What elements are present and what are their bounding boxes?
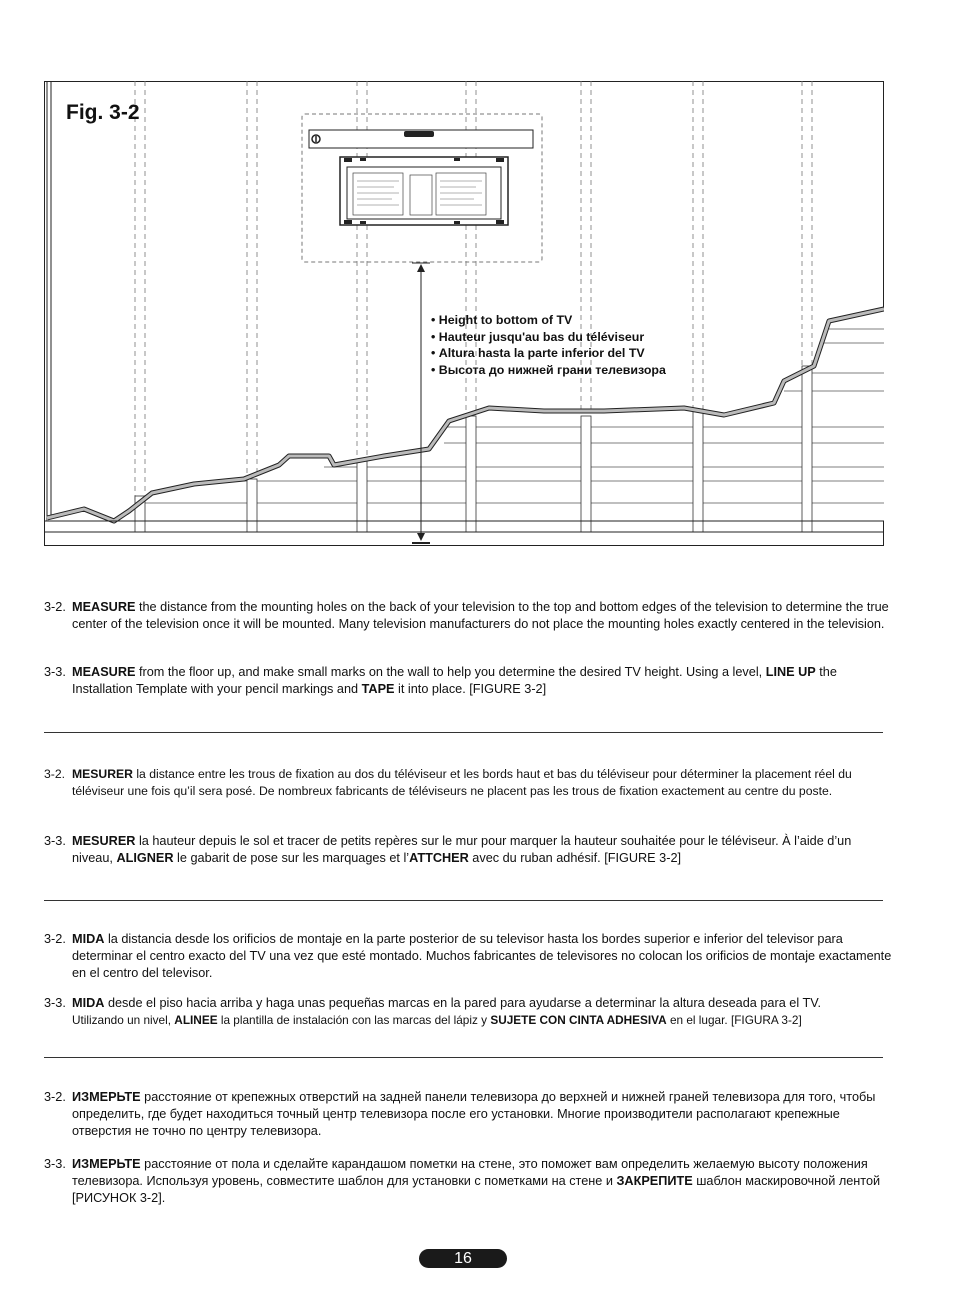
step-verb: MEASURE [72,665,136,679]
step-number: 3-2. [44,932,66,946]
height-label-fr: • Hauteur jusqu'au bas du téléviseur [431,329,666,346]
height-label-en: • Height to bottom of TV [431,312,666,329]
step-text-2: шаблон маскировочной лентой [РИСУНОК 3-2]. [72,1174,881,1205]
step-verb-3: TAPE [361,682,395,696]
step-verb: MIDA [72,932,105,946]
step-verb-2: ЗАКРЕПИТЕ [616,1174,693,1188]
figure-label: Fig. 3-2 [66,101,140,124]
installation-template-icon [340,157,508,225]
section-divider [44,900,883,901]
step-verb-2: ALIGNER [116,851,174,865]
height-label-list [431,312,666,379]
step-number: 3-3. [44,665,66,679]
step-number: 3-2. [44,1090,66,1104]
step-verb-3: ATTCHER [409,851,469,865]
step-text: расстояние от крепежных отверстий на задней панели телевизора до верхней и нижней граней телевизора для того, чтобы определить, где будет находиться точный центр телевизора после его установки. Многие производители располагают крепежные отверстия не точно по центру телевизора. [72,1090,876,1138]
height-label-es: • Altura hasta la parte inferior del TV [431,345,666,362]
step-number: 3-2. [44,600,66,614]
section-divider [44,1057,883,1058]
step-number: 3-3. [44,1157,66,1171]
level-icon [309,130,533,148]
step-text-1b: Utilizando un nivel, [72,1013,175,1027]
fr-step-3-3 [44,833,894,867]
step-verb-3: SUJETE CON CINTA ADHESIVA [490,1013,667,1027]
ru-step-3-2 [44,1089,894,1140]
step-verb: ИЗМЕРЬТЕ [72,1090,141,1104]
step-number: 3-3. [44,996,66,1010]
step-verb: MESURER [72,834,136,848]
step-text-3: en el lugar. [FIGURA 3-2] [666,1013,802,1027]
step-verb: MEASURE [72,600,136,614]
step-text-2: the Installation Template with your pencil markings and [72,665,837,696]
step-text: la distancia desde los orificios de montaje en la parte posterior de su televisor hasta los bordes superior e inferior del televisor para determinar el centro exacto del TV una vez que esté montado. Muchos fabricantes de televisores no colocan los orificios de montaje exactamente en el centro del televisor. [72,932,892,980]
section-divider [44,732,883,733]
step-text: la hauteur depuis le sol et tracer de petits repères sur le mur pour marquer la hauteur souhaitée pour le téléviseur. À l’aide d’un niveau, [72,834,852,865]
page-number: 16 [419,1249,507,1268]
fr-step-3-2 [44,766,894,800]
step-text: from the floor up, and make small marks on the wall to help you determine the desired TV height. Using a level, [135,665,766,679]
en-step-3-3 [44,664,894,698]
step-text: the distance from the mounting holes on the back of your television to the top and bottom edges of the television to determine the true center of the television once it will be mounted. Many television manufacturers do not place the mounting holes exactly centered in the television. [72,600,889,631]
en-step-3-2 [44,599,894,633]
figure-3-2 [44,81,884,546]
step-text: la distance entre les trous de fixation au dos du téléviseur et les bords haut et bas du téléviseur pour déterminer la placement réel du téléviseur une fois qu’il sera posé. De nombreux fabricants de téléviseurs ne placent pas les trous de fixation exactement au centre du poste. [72,767,852,798]
step-verb-2: ALINEE [174,1013,218,1027]
height-label-ru: • Высота до нижней грани телевизора [431,362,666,379]
es-step-3-2 [44,931,894,982]
step-text: desde el piso hacia arriba y haga unas pequeñas marcas en la pared para ayudarse a determinar la altura deseada para el TV. [104,996,822,1010]
step-text-2: le gabarit de pose sur les marquages et l’ [173,851,410,865]
step-verb: ИЗМЕРЬТЕ [72,1157,141,1171]
step-number: 3-3. [44,834,66,848]
step-text-2: la plantilla de instalación con las marcas del lápiz y [217,1013,491,1027]
step-verb-2: LINE UP [765,665,816,679]
step-text: расстояние от пола и сделайте карандашом пометки на стене, это поможет вам определить желаемую высоту положения телевизора. Используя уровень, совместите шаблон для установки с пометками на стене и [72,1157,868,1188]
step-text-3: avec du ruban adhésif. [FIGURE 3-2] [468,851,682,865]
es-step-3-3 [44,995,894,1029]
ru-step-3-3 [44,1156,894,1207]
step-number: 3-2. [44,767,66,781]
step-verb: MIDA [72,996,105,1010]
step-verb: MESURER [72,767,133,781]
step-text-3: it into place. [FIGURE 3-2] [394,682,547,696]
